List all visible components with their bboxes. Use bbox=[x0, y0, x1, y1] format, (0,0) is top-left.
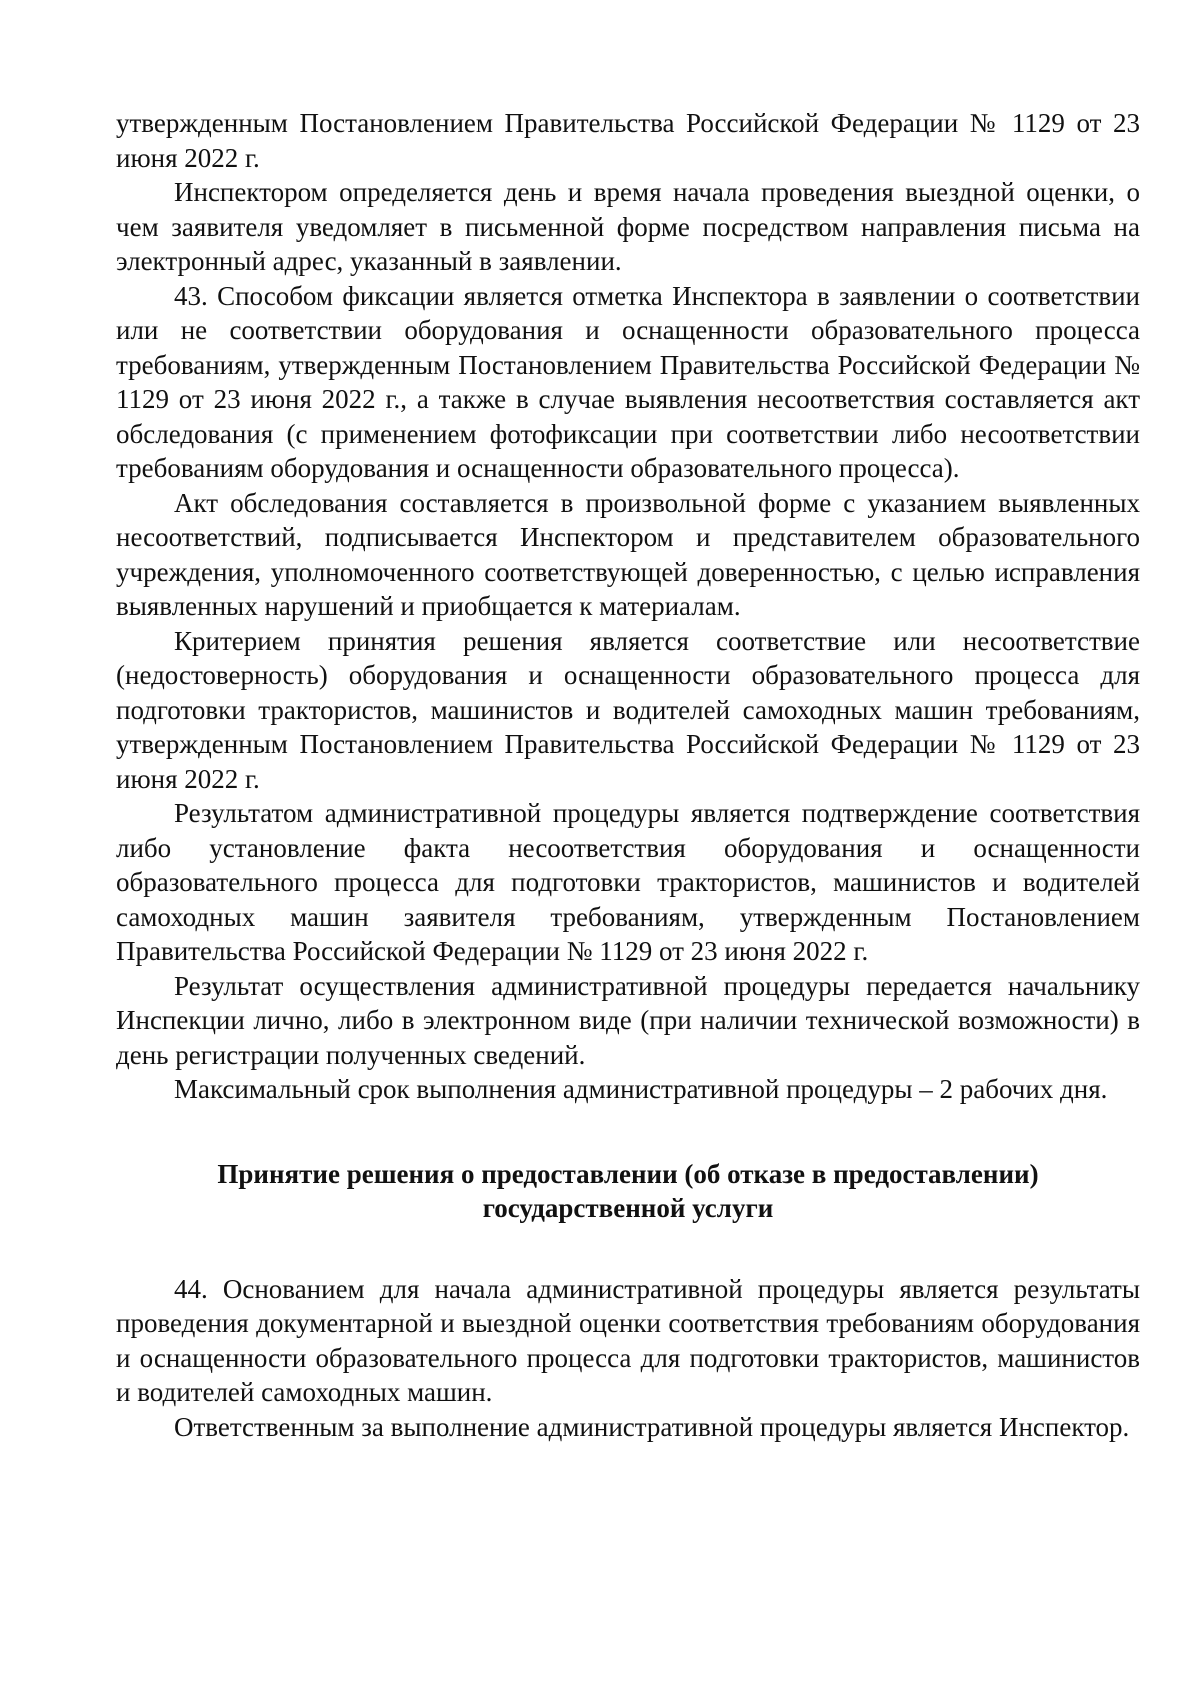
paragraph-inspector-schedule: Инспектором определяется день и время начала проведения выездной оценки, о чем заявителя уведомляет в письменной форме посредством направления письма на электронный адрес, указанный в заявлении. bbox=[116, 177, 1140, 276]
paragraph-decision-criterion: Критерием принятия решения является соответствие или несоответствие (недостоверность) оборудования и оснащенности образовательного процесса для подготовки трактористов, машинистов и водителей самоходных машин требованиям, утвержденным Постановлением Правительства Российской Федерации № 1129 от 23 июня 2022 г. bbox=[116, 625, 1140, 794]
paragraph-inspection-act: Акт обследования составляется в произвольной форме с указанием выявленных несоответствий, подписывается Инспектором и представителем образовательного учреждения, уполномоченного соответствующей доверенностью, с целью исправления выявленных нарушений и приобщается к материалам. bbox=[116, 487, 1140, 621]
paragraph-44-basis: 44. Основанием для начала административной процедуры является результаты проведения документарной и выездной оценки соответствия требованиям оборудования и оснащенности образовательного процесса для подготовки трактористов, машинистов и водителей самоходных машин. bbox=[116, 1273, 1140, 1407]
paragraph-max-term: Максимальный срок выполнения административной процедуры – 2 рабочих дня. bbox=[174, 1074, 1108, 1104]
paragraph-result-transfer: Результат осуществления административной процедуры передается начальнику Инспекции лично, либо в электронном виде (при наличии технической возможности) в день регистрации полученных сведений. bbox=[116, 970, 1140, 1070]
section-heading-line-1: Принятие решения о предоставлении (об отказе в предоставлении) bbox=[217, 1158, 1039, 1189]
paragraph-continuation: утвержденным Постановлением Правительства Российской Федерации № 1129 от 23 июня 2022 г. bbox=[116, 108, 1140, 173]
document-page bbox=[116, 106, 1140, 1444]
section-heading bbox=[116, 1157, 1140, 1226]
paragraph-43-fixation: 43. Способом фиксации является отметка Инспектора в заявлении о соответствии или не соответствии оборудования и оснащенности образовательного процесса требованиям, утвержденным Постановлением Правительства Российской Федерации № 1129 от 23 июня 2022 г., а также в случае выявления несоответствия составляется акт обследования (с применением фотофиксации при соответствии либо несоответствии требованиям оборудования и оснащенности образовательного процесса). bbox=[116, 280, 1140, 483]
section-heading-line-2: государственной услуги bbox=[482, 1193, 774, 1223]
paragraph-procedure-result: Результатом административной процедуры является подтверждение соответствия либо установление факта несоответствия оборудования и оснащенности образовательного процесса для подготовки трактористов, машинистов и водителей самоходных машин заявителя требованиям, утвержденным Постановлением Правительства Российской Федерации № 1129 от 23 июня 2022 г. bbox=[116, 798, 1140, 966]
paragraph-responsible: Ответственным за выполнение административной процедуры является Инспектор. bbox=[174, 1411, 1130, 1442]
